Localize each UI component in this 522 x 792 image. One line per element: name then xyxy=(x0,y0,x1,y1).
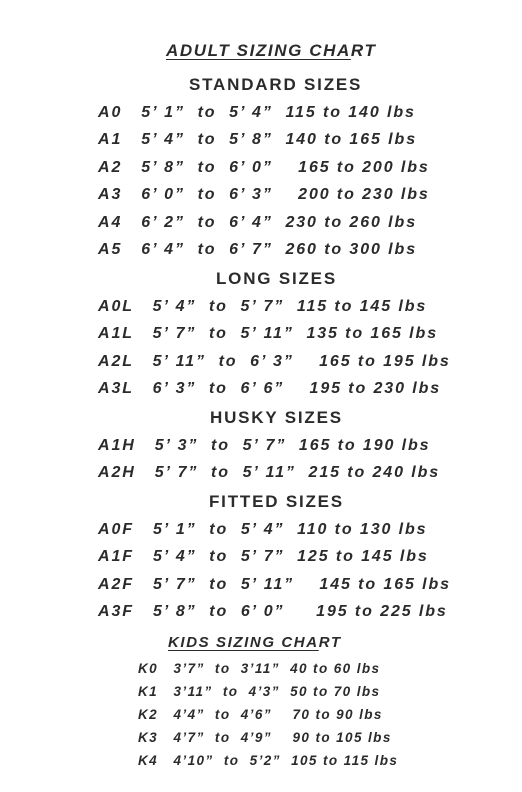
fitted-row-a3f: A3F 5’ 8” to 6’ 0” 195 to 225 lbs xyxy=(98,603,448,620)
fitted-sizes-heading: FITTED SIZES xyxy=(209,492,344,511)
kids-row-k4: K4 4’10” to 5’2” 105 to 115 lbs xyxy=(138,753,399,768)
husky-row-a1h: A1H 5’ 3” to 5’ 7” 165 to 190 lbs xyxy=(98,437,431,454)
long-row-a2l: A2L 5’ 11” to 6’ 3” 165 to 195 lbs xyxy=(98,353,451,370)
husky-sizes-heading: HUSKY SIZES xyxy=(210,408,343,427)
kids-title-underlined: KIDS SIZING CHA xyxy=(168,634,319,651)
adult-title-rest: RT xyxy=(350,41,377,60)
long-row-a1l: A1L 5’ 7” to 5’ 11” 135 to 165 lbs xyxy=(98,325,438,342)
kids-row-k2: K2 4’4” to 4’6” 70 to 90 lbs xyxy=(138,707,383,722)
standard-row-a2: A2 5’ 8” to 6’ 0” 165 to 200 lbs xyxy=(98,159,430,176)
standard-row-a5: A5 6’ 4” to 6’ 7” 260 to 300 lbs xyxy=(98,241,417,258)
standard-row-a4: A4 6’ 2” to 6’ 4” 230 to 260 lbs xyxy=(98,214,417,231)
fitted-row-a1f: A1F 5’ 4” to 5’ 7” 125 to 145 lbs xyxy=(98,548,429,565)
adult-sizing-chart-title xyxy=(166,41,376,61)
standard-row-a3: A3 6’ 0” to 6’ 3” 200 to 230 lbs xyxy=(98,186,430,203)
kids-row-k1: K1 3’11” to 4’3” 50 to 70 lbs xyxy=(138,684,381,699)
standard-sizes-heading: STANDARD SIZES xyxy=(189,75,363,94)
husky-row-a2h: A2H 5’ 7” to 5’ 11” 215 to 240 lbs xyxy=(98,464,441,481)
adult-title-underlined: ADULT SIZING CHA xyxy=(166,41,351,60)
kids-row-k3: K3 4’7” to 4’9” 90 to 105 lbs xyxy=(138,730,392,745)
fitted-row-a2f: A2F 5’ 7” to 5’ 11” 145 to 165 lbs xyxy=(98,576,451,593)
kids-row-k0: K0 3’7” to 3’11” 40 to 60 lbs xyxy=(138,661,381,676)
fitted-row-a0f: A0F 5’ 1” to 5’ 4” 110 to 130 lbs xyxy=(98,521,428,538)
kids-title-rest: RT xyxy=(318,634,342,651)
kids-sizing-chart-title xyxy=(168,634,342,651)
long-sizes-heading: LONG SIZES xyxy=(216,269,337,288)
long-row-a3l: A3L 6’ 3” to 6’ 6” 195 to 230 lbs xyxy=(98,380,442,397)
standard-row-a0: A0 5’ 1” to 5’ 4” 115 to 140 lbs xyxy=(98,104,416,121)
long-row-a0l: A0L 5’ 4” to 5’ 7” 115 to 145 lbs xyxy=(98,298,428,315)
standard-row-a1: A1 5’ 4” to 5’ 8” 140 to 165 lbs xyxy=(98,131,417,148)
